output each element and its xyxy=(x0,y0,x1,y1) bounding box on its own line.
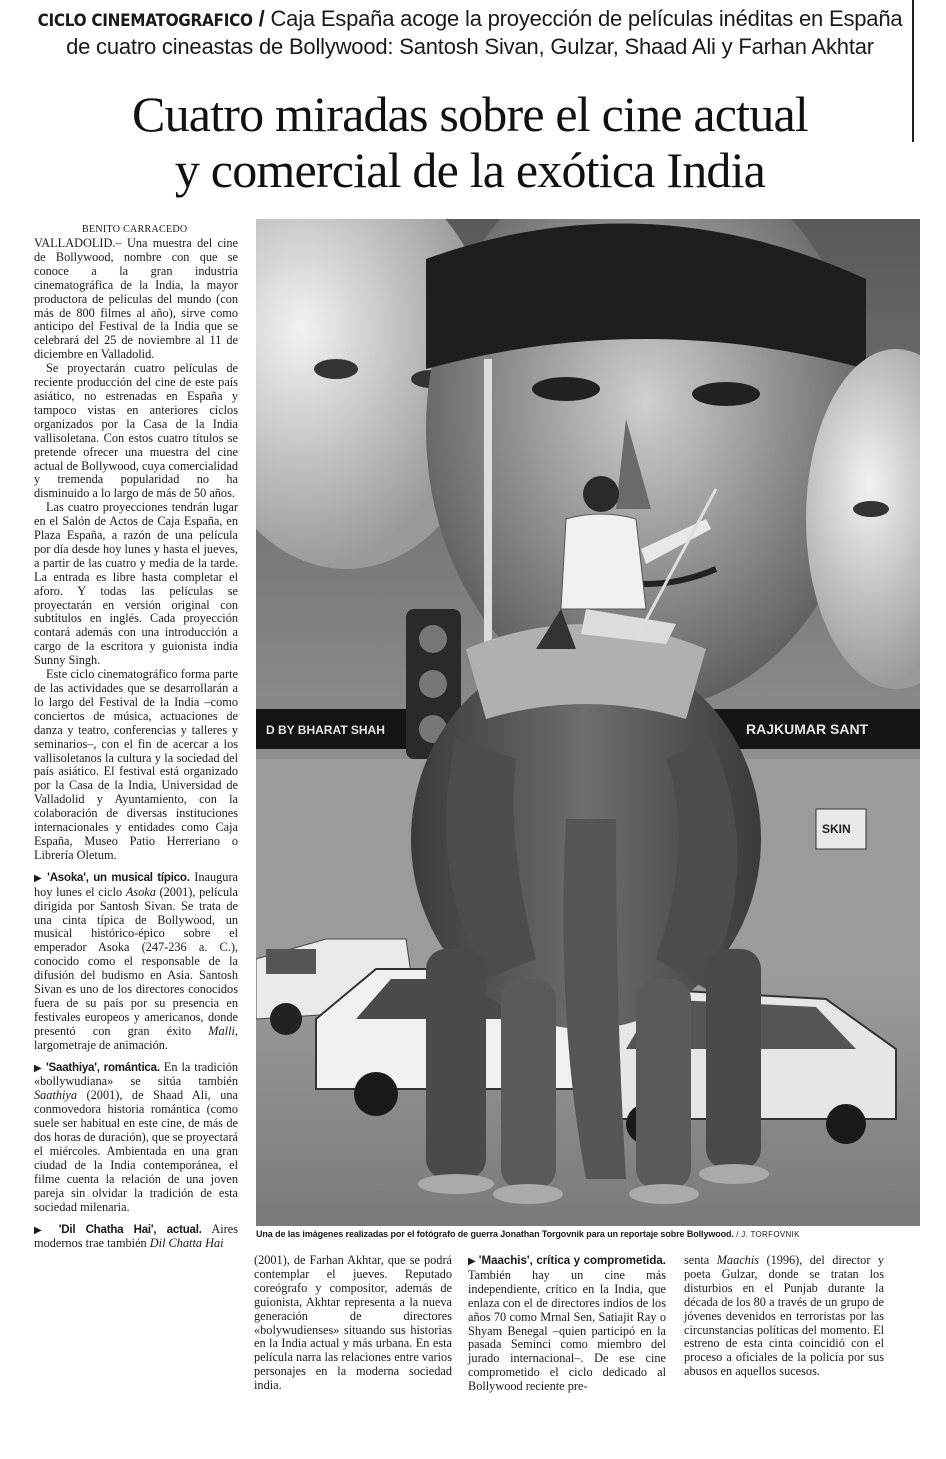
billboard-text-right: RAJKUMAR SANT xyxy=(746,721,869,737)
paragraph: Las cuatro proyecciones tendrán lugar en el Salón de Actos de Caja España, en Plaza España, a razón de una película por día desde hoy lunes y hasta el jueves, a partir de las cuatro y media de la tarde. La entrada es libre hasta completar el aforo. Y todas las películas se proyectarán en versión original con subtítulos en inglés. Cada proyección contará además con una introducción a cargo de la escritora y guionista india Sunny Singh. xyxy=(34,500,238,668)
arrow-icon: ▶ xyxy=(34,872,48,884)
arrow-icon: ▶ xyxy=(34,1062,46,1074)
photo-caption xyxy=(256,1229,920,1239)
paragraph: (2001), de Farhan Akhtar, que se podrá contemplar el jueves. Reputado coreógrafo y compositor, además de guionista, Akhtar representa a la nueva generación de directores «bolywudienses» situando sus historias en la India actual y más urbana. En esta película narra las relaciones entre varios personajes en la moderna sociedad india. xyxy=(254,1253,452,1393)
deck xyxy=(30,6,910,60)
paragraph: Este ciclo cinematográfico forma parte de las actividades que se desarrollarán a lo largo del Festival de la India –como conciertos de música, actuaciones de danza y teatro, conferencias y talleres y seminarios–, con el fin de acercar a los vallisoletanos la cultura y la sociedad del país asiático. El festival está organizado por la Casa de la India, Universidad de Valladolid y Ayuntamiento, con la colaboración de diversas instituciones internacionales y entidades como Caja España, Museo Patio Herreriano o Librería Oletum. xyxy=(34,667,238,862)
section-dil-chatha-hai: ▶ 'Dil Chatha Hai', actual. Aires modernos trae también Dil Chatta Hai xyxy=(34,1221,239,1251)
paragraph: Se proyectarán cuatro películas de reciente producción del cine de este país asiático, no estrenadas en España y tampoco vistas en anteriores ciclos organizados por la Casa de la India vallisoletana. Con estos cuatro títulos se pretende ofrecer una muestra del cine actual de Bollywood, cuya comercialidad y tremenda popularidad no ha disminuido a lo largo de más de 50 años. xyxy=(34,361,238,501)
headline-line-1: Cuatro miradas sobre el cine actual xyxy=(132,86,808,142)
photo-elephant-billboard xyxy=(256,219,920,1226)
section-maachis: ▶ 'Maachis', crítica y comprometida. También hay un cine más independiente, crítico en la India, que enlaza con el de directores indios de los años 70 como Mrnal Sen, Satiajit Ray o Shyam Benegal –quien participó en la pasada Seminci como miembro del jurado internacional–. De ese cine comprometido el ciclo dedicado al Bollywood reciente pre- xyxy=(468,1255,666,1394)
kicker-slash: / xyxy=(252,6,271,31)
section-asoka: ▶ 'Asoka', un musical típico. Inaugura hoy lunes el ciclo Asoka (2001), película dirigida por Santosh Sivan. Se trata de una cinta típica de Bollywood, un musical histórico-épico sobre el emperador Asoka (247-236 a. C.), conocido como el responsable de la difusión del budismo en Asia. Santosh Sivan es uno de los directores conocidos fuera de su país por su presencia en festivales europeos y americanos, donde presentó con gran éxito Malli, largometraje de animación. xyxy=(34,869,238,1052)
deck-line-2: de cuatro cineastas de Bollywood: Santosh Sivan, Gulzar, Shaad Ali y Farhan Akhtar xyxy=(66,34,874,59)
article-column-left xyxy=(34,237,238,1251)
billboard-text-left: D BY BHARAT SHAH xyxy=(266,723,385,737)
kicker-label: CICLO CINEMATOGRAFICO xyxy=(37,11,253,31)
section-lead: 'Asoka', un musical típico. xyxy=(47,871,190,884)
headline-line-2: y comercial de la exótica India xyxy=(174,142,766,198)
section-saathiya: ▶ 'Saathiya', romántica. En la tradición «bollywudiana» se sitúa también Saathiya (2001), de Shaad Ali, una conmovedora historia romántica (como suele ser habitual en este cine, de más de dos horas de duración), que se proyectará el miércoles. Ambientada en una gran ciudad de la India contemporánea, el filme cuenta la relación de una joven pareja sin olvidar la tradición de esta sociedad milenaria. xyxy=(34,1059,238,1214)
photo-illustration xyxy=(256,219,920,1226)
dateline: VALLADOLID.– xyxy=(34,236,122,250)
article-column-4 xyxy=(684,1254,884,1379)
deck-line-1: Caja España acoge la proyección de películas inéditas en España xyxy=(270,6,903,31)
arrow-icon: ▶ xyxy=(34,1224,59,1236)
sign-text: SKIN xyxy=(822,822,851,836)
arrow-icon: ▶ xyxy=(468,1256,479,1267)
section-lead: 'Maachis', crítica y comprometida. xyxy=(478,1255,666,1267)
photo-credit: / J. TORFOVNIK xyxy=(736,1230,800,1239)
article-column-2 xyxy=(254,1254,452,1393)
paragraph-intro: VALLADOLID.– Una muestra del cine de Bollywood, nombre con que se conoce a la gran industria cinematográfica de la India, la mayor productora de películas del mundo (con más de 800 filmes al año), sirve como anticipo del Festival de la India que se celebrará del 25 de noviembre al 11 de diciembre en Valladolid. xyxy=(34,236,238,362)
elephant xyxy=(411,649,769,1204)
byline: BENITO CARRACEDO xyxy=(82,224,188,235)
paragraph: senta Maachis (1996), del director y poeta Gulzar, donde se tratan los disturbios en el Punjab durante la década de los 80 a través de un grupo de jóvenes devenidos en terroristas por las circunstancias políticas del momento. El estreno de esta cinta coincidió con el proceso a oficiales de la policía por sus abusos en aquellos sucesos. xyxy=(684,1253,884,1379)
article-column-3 xyxy=(468,1254,666,1394)
section-lead: 'Saathiya', romántica. xyxy=(46,1061,160,1074)
headline xyxy=(20,86,920,198)
caption-text: Una de las imágenes realizadas por el fotógrafo de guerra Jonathan Torgovnik para un reportaje sobre Bollywood. xyxy=(256,1229,734,1239)
section-lead: 'Dil Chatha Hai', actual. xyxy=(58,1223,202,1236)
